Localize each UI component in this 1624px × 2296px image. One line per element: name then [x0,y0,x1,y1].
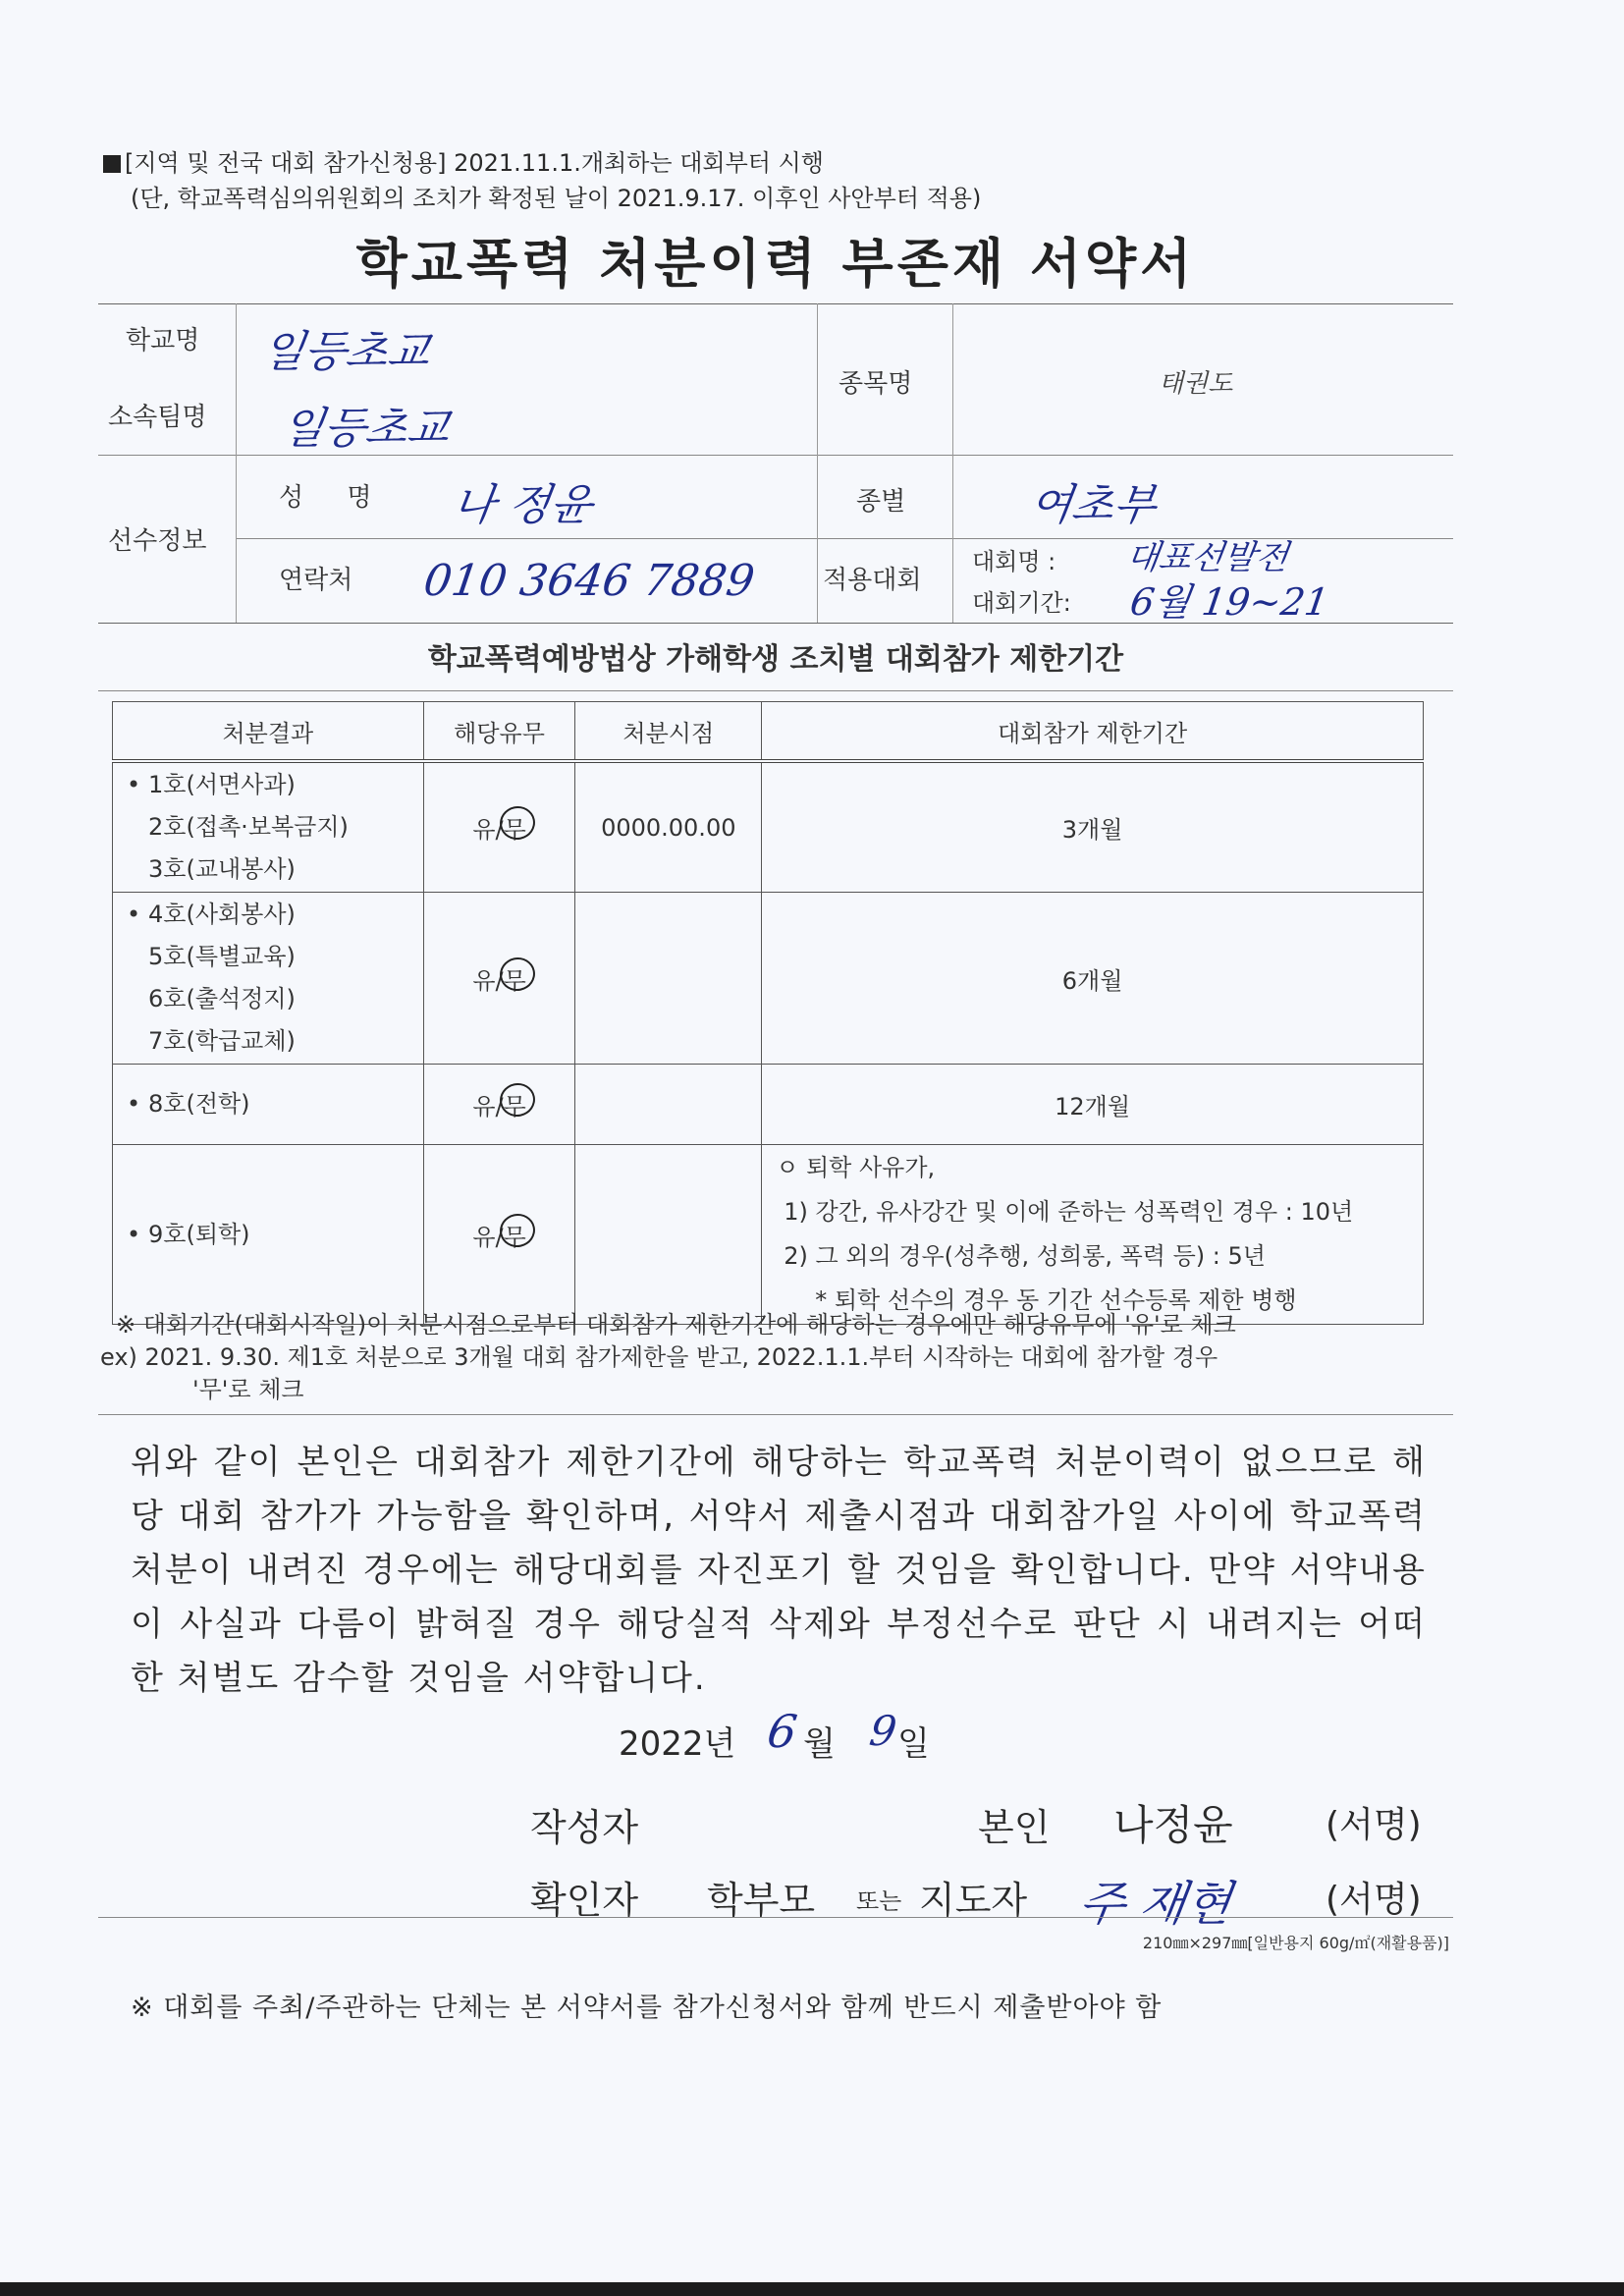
event-period-label: 대회기간: [972,589,1071,617]
table-header-row [113,702,1424,762]
footnote-line: ※ 대회기간(대회시작일)이 처분시점으로부터 대회참가 제한기간에 해당하는 경우에만 해당유무에 '유'로 체크 [116,1311,1236,1339]
measure-item: 4호(사회봉사) [148,901,296,928]
footnote [100,1309,1236,1406]
table-row [113,1145,1424,1325]
period-line: ㅇ 퇴학 사유가, [776,1154,936,1181]
parent-label: 학부모 [707,1879,816,1922]
coach-label: 지도자 [919,1879,1028,1922]
applicable-cell [423,1145,575,1325]
event-name-value: 대표선발전 [1123,538,1291,577]
column-header: 처분결과 [113,702,424,762]
date-cell [575,1065,762,1145]
divider [236,303,237,623]
date-year: 2022년 [619,1724,736,1764]
period-cell [762,1145,1424,1325]
event-period-value: 6월 19~21 [1127,580,1332,624]
checkbox-mu[interactable] [504,961,526,996]
measure-item: 7호(학급교체) [148,1027,296,1055]
document-title: 학교폭력 처분이력 부존재 서약서 [355,233,1196,295]
divider [98,1414,1453,1415]
divider [98,1917,1453,1918]
notice [103,145,981,216]
measure-cell: • 9호(퇴학) [113,1145,424,1325]
event-name-label: 대회명 : [972,548,1056,575]
self-sign-mark: (서명) [1326,1805,1422,1845]
table-row [113,893,1424,1065]
date-cell [575,1145,762,1325]
measure-item: 5호(특별교육) [148,943,296,970]
period-line: * 퇴학 선수의 경우 동 기간 선수등록 제한 병행 [815,1286,1297,1314]
category-label: 종별 [856,487,906,517]
applicable-cell [423,1065,575,1145]
divider [98,690,1453,691]
table-row [113,761,1424,893]
self-name: 나정윤 [1113,1801,1233,1849]
date-day-value: 9 [866,1707,900,1755]
choice-selected: 무 [503,966,526,995]
period-line: 2) 그 외의 경우(성추행, 성희롱, 폭력 등) : 5년 [784,1242,1266,1270]
square-bullet-icon [103,155,121,173]
checkbox-mu[interactable] [504,810,526,845]
date-cell [575,893,762,1065]
divider [98,303,1453,304]
team-value: 일등초교 [278,404,453,454]
period-cell: 6개월 [762,893,1424,1065]
measure-item: 9호(퇴학) [148,1220,250,1248]
date-month-value: 6 [764,1705,801,1758]
period-line: 1) 강간, 유사강간 및 이에 준하는 성폭력인 경우 : 10년 [784,1198,1354,1226]
paper-spec: 210㎜×297㎜[일반용지 60g/㎡(재활용품)] [1142,1934,1449,1952]
measure-cell: • 8호(전학) [113,1065,424,1145]
self-label: 본인 [978,1806,1051,1849]
checkbox-mu[interactable] [504,1218,526,1252]
applicable-cell [423,761,575,893]
applied-event-label: 적용대회 [823,566,922,595]
sport-value: 태권도 [1159,369,1233,399]
writer-label: 작성자 [530,1806,639,1849]
name-label: 성 명 [279,483,390,513]
sport-label: 종목명 [839,369,913,399]
school-label: 학교명 [126,326,200,355]
restriction-table [112,701,1424,1325]
measure-item: 1호(서면사과) [148,771,296,798]
notice-line-2: (단, 학교폭력심의위원회의 조치가 확정된 날이 2021.9.17. 이후인 사안부터 적용) [131,185,982,212]
column-header: 대회참가 제한기간 [762,702,1424,762]
choice-selected: 무 [503,1223,526,1251]
divider [952,303,953,623]
confirmer-label: 확인자 [530,1879,639,1922]
column-header: 처분시점 [575,702,762,762]
restriction-subtitle: 학교폭력예방법상 가해학생 조치별 대회참가 제한기간 [427,642,1124,677]
choice-selected: 무 [503,1093,526,1121]
choice-prefix: 유/ [472,966,504,995]
page-edge [0,2282,1624,2296]
divider [817,303,818,623]
pledge-text: 위와 같이 본인은 대회참가 제한기간에 해당하는 학교폭력 처분이력이 없으므로 해당 대회 참가가 가능함을 확인하며, 서약서 제출시점과 대회참가일 사이에 학교폭력 처분이 내려진 경우에는 해당대회를 자진포기 할 것임을 확인합니다. 만약 서약내용이 사실과 다름이 밝혀질 경우 해당실적 삭제와 부정선수로 판단 시 내려지는 어떠한 처벌도 감수할 것임을 서약합니다. [131,1443,1427,1698]
date-cell: 0000.00.00 [575,761,762,893]
notice-line-1: [지역 및 전국 대회 참가신청용] 2021.11.1.개최하는 대회부터 시행 [125,149,824,177]
measure-item: 2호(접촉·보복금지) [148,813,349,841]
checkbox-mu[interactable] [504,1087,526,1121]
contact-label: 연락처 [279,566,353,595]
date-month-label: 월 [803,1724,836,1764]
coach-name: 주 재현 [1075,1877,1235,1932]
school-value: 일등초교 [258,327,433,377]
choice-prefix: 유/ [472,816,504,844]
measure-item: 3호(교내봉사) [148,855,296,883]
category-value: 여초부 [1026,480,1160,530]
or-label: 또는 [856,1887,902,1915]
period-cell: 12개월 [762,1065,1424,1145]
team-label: 소속팀명 [108,403,207,432]
period-cell: 3개월 [762,761,1424,893]
bottom-note: ※ 대회를 주최/주관하는 단체는 본 서약서를 참가신청서와 함께 반드시 제출받아야 함 [131,1993,1163,2023]
measure-cell: • 4호(사회봉사) 5호(특별교육) 6호(출석정지) 7호(학급교체) [113,893,424,1065]
footnote-line: ex) 2021. 9.30. 제1호 처분으로 3개월 대회 참가제한을 받고, 2022.1.1.부터 시작하는 대회에 참가할 경우 [100,1343,1218,1371]
footnote-line: '무'로 체크 [192,1376,304,1403]
applicable-cell [423,893,575,1065]
table-row [113,1065,1424,1145]
column-header: 해당유무 [423,702,575,762]
measure-item: 8호(전학) [148,1090,250,1118]
choice-prefix: 유/ [472,1223,504,1251]
contact-value: 010 3646 7889 [420,556,758,606]
measure-cell: • 1호(서면사과) 2호(접촉·보복금지) 3호(교내봉사) [113,761,424,893]
choice-prefix: 유/ [472,1093,504,1121]
measure-item: 6호(출석정지) [148,985,296,1012]
coach-sign-mark: (서명) [1326,1880,1422,1920]
choice-selected: 무 [503,816,526,844]
player-info-label: 선수정보 [108,526,207,556]
name-value: 나 정윤 [449,480,596,530]
date-day-label: 일 [897,1724,930,1764]
